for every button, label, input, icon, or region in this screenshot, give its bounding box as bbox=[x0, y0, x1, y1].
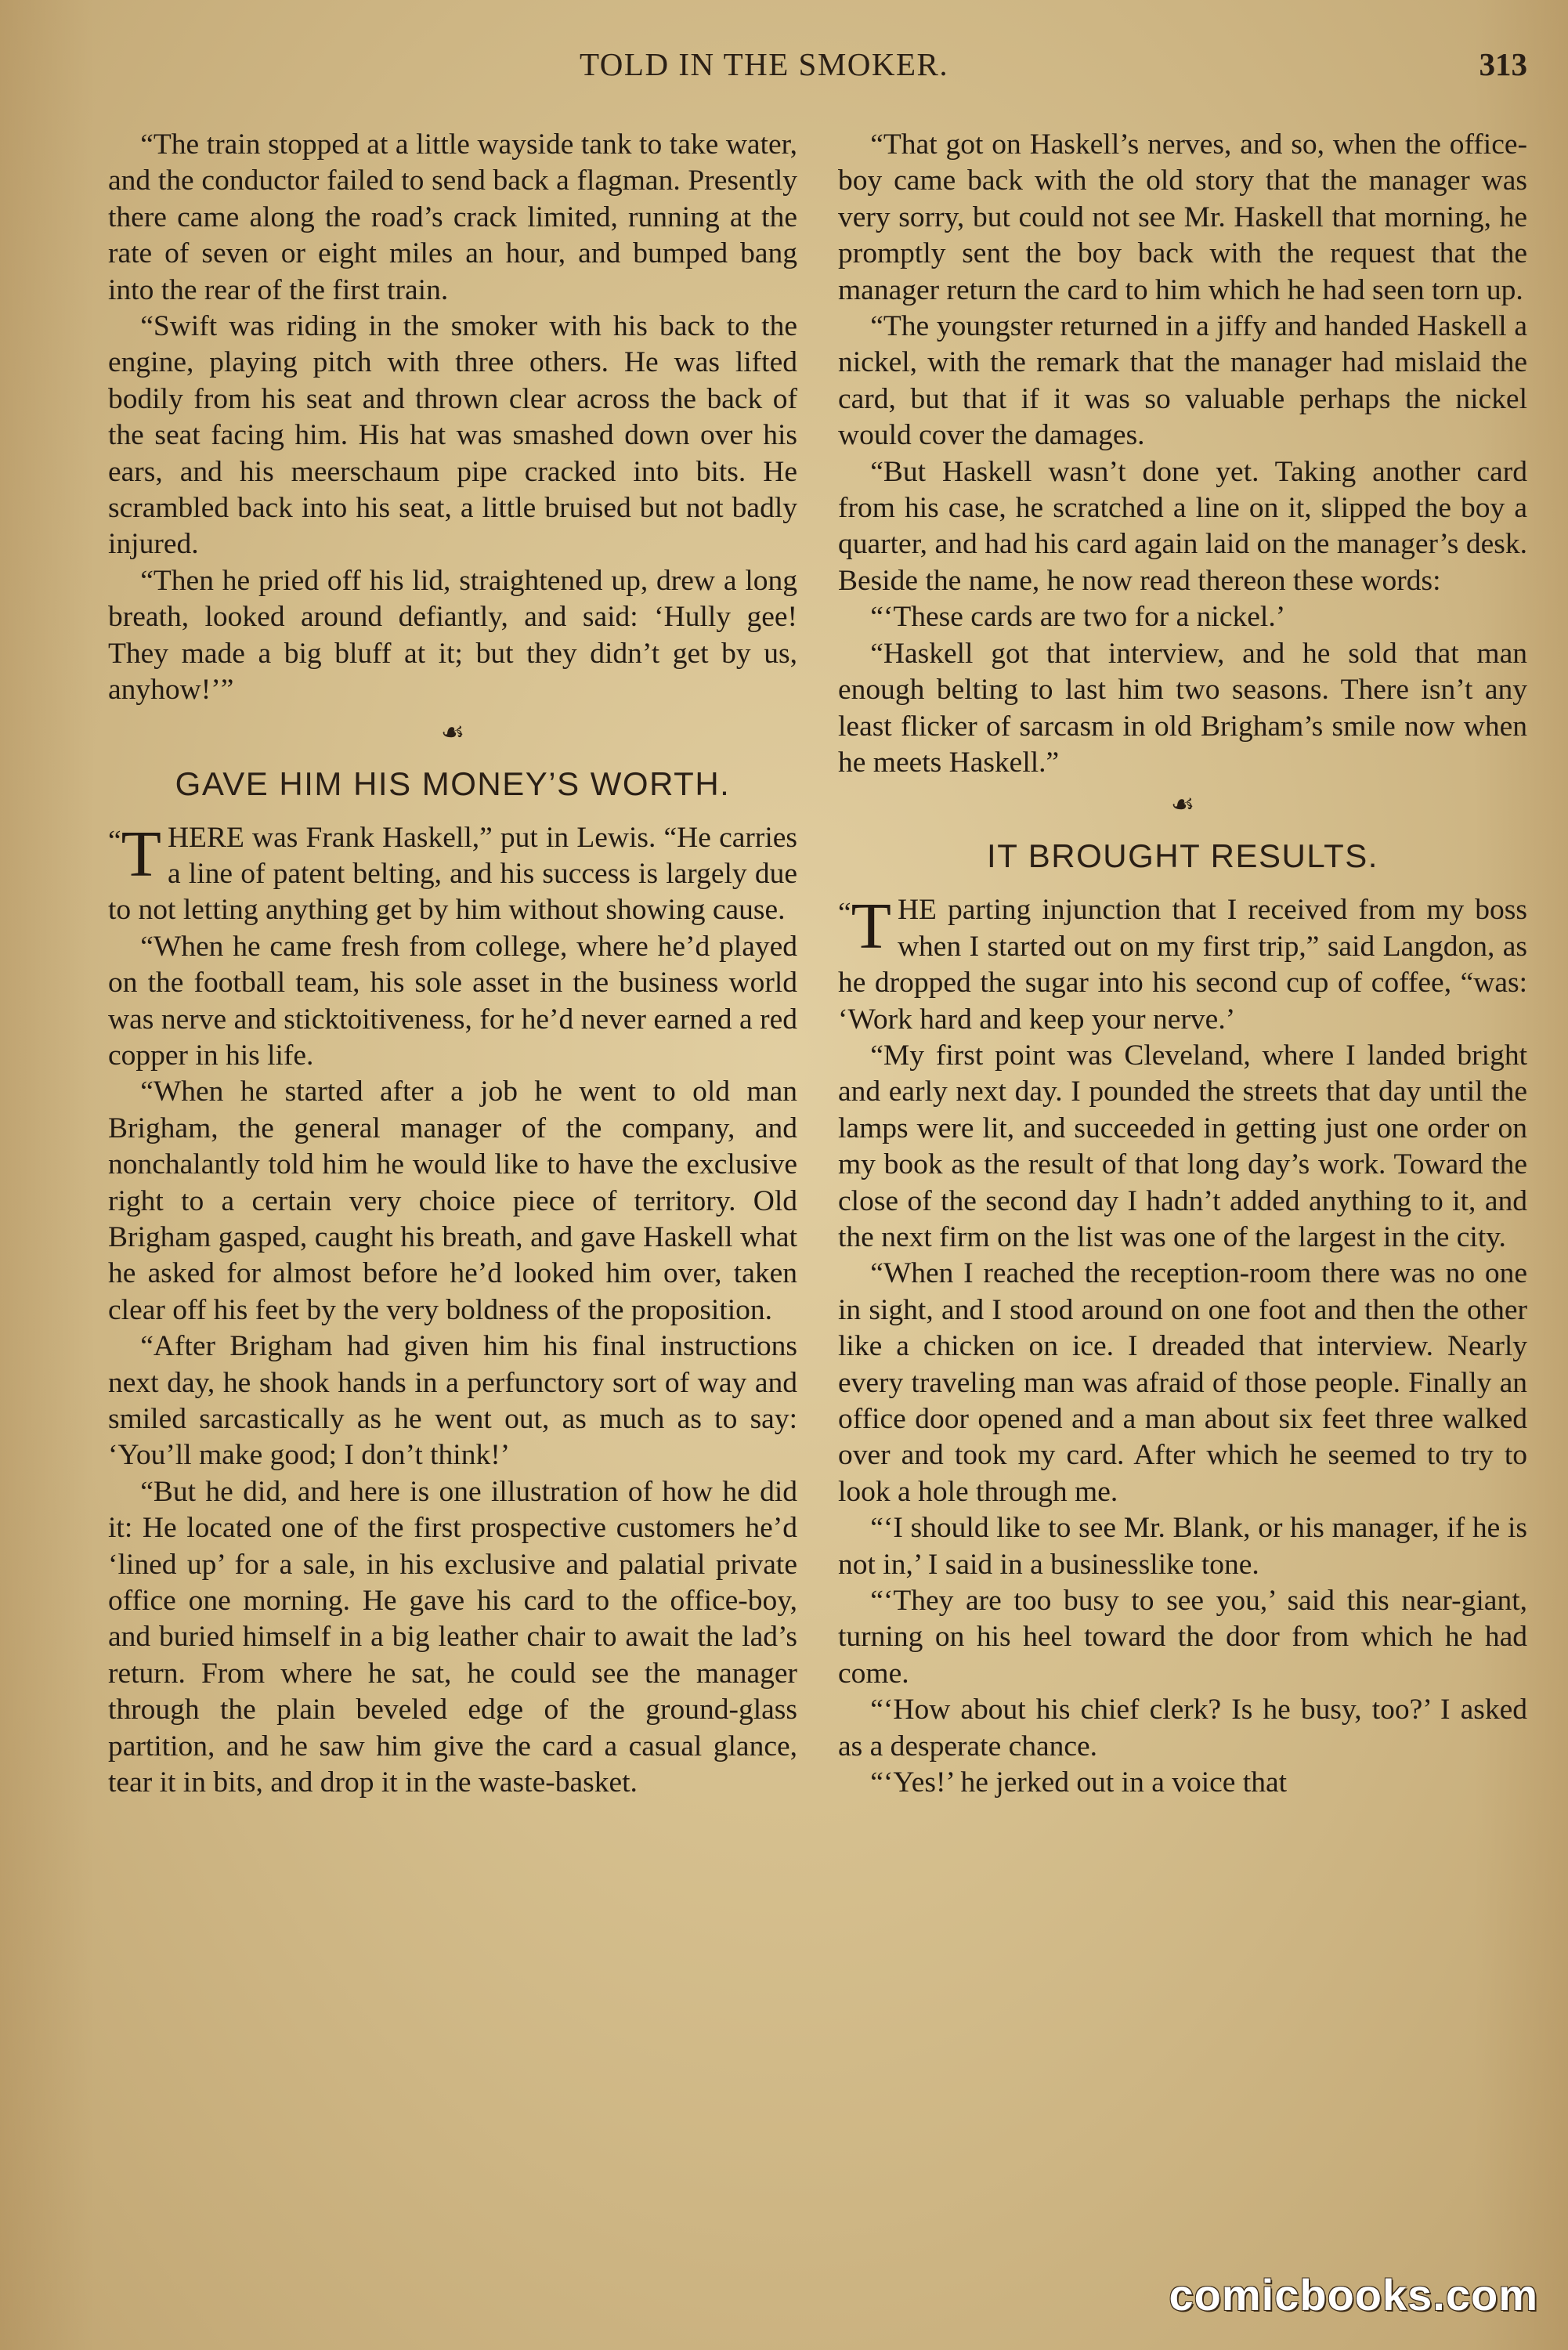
paragraph: “‘They are too busy to see you,’ said this near-giant, turning on his heel toward the door from which he had come. bbox=[838, 1585, 1527, 1690]
paragraph: “After Brigham had given him his final instructions next day, he shook hands in a perfunctory sort of way and smiled sarcastically as he went out, as much as to say: ‘You’ll make good; I don’t think!’ bbox=[108, 1330, 797, 1472]
paragraph: “When he came fresh from college, where he’d played on the football team, his sole asset in the business world was nerve and sticktoitiveness, for he’d never earned a red copper in his life. bbox=[108, 930, 797, 1072]
paragraph: “The youngster returned in a jiffy and handed Haskell a nickel, with the remark that the manager had mislaid the card, but that if it was so valuable perhaps the nickel would cover the damages. bbox=[838, 310, 1527, 452]
lead-paragraph bbox=[108, 817, 797, 929]
paragraph: “The train stopped at a little wayside tank to take water, and the conductor failed to send back a flagman. Presently there came along the road’s crack limited, running at the rate of seven or eight miles an hour, and bumped bang into the rear of the first train. bbox=[108, 128, 797, 306]
paragraph: “When I reached the reception-room there was no one in sight, and I stood around on one foot and then the other like a chicken on ice. I dreaded that interview. Nearly every traveling man was afraid of those people. Finally an office door opened and a man about six feet three walked over and took my card. After which he seemed to try to look a hole through me. bbox=[838, 1257, 1527, 1508]
paragraph: “When he started after a job he went to old man Brigham, the general manager of the company, and nonchalantly told him he would like to have the exclusive right to a certain very choice piece of territory. Old Brigham gasped, caught his breath, and gave Haskell what he asked for almost before he’d looked him over, taken clear off his feet by the very boldness of the proposition. bbox=[108, 1076, 797, 1326]
paragraph: “That got on Haskell’s nerves, and so, when the office-boy came back with the old story that the manager was very sorry, but could not see Mr. Haskell that morning, he promptly sent the boy back with the request that the manager return the card to him which he had seen torn up. bbox=[838, 128, 1527, 306]
paragraph: “Haskell got that interview, and he sold that man enough belting to last him two seasons. There isn’t any least flicker of sarcasm in old Brigham’s smile now when he meets Haskell.” bbox=[838, 637, 1527, 779]
lead-paragraph bbox=[838, 892, 1527, 1038]
section-ornament: ☙ bbox=[1170, 790, 1195, 820]
left-column bbox=[108, 127, 797, 1801]
story-title: IT BROUGHT RESULTS. bbox=[987, 837, 1378, 875]
right-column bbox=[838, 127, 1527, 1801]
paragraph: “‘These cards are two for a nickel.’ bbox=[870, 601, 1286, 634]
paragraph: “My first point was Cleveland, where I landed bright and early next day. I pounded the streets that day until the lamps were lit, and succeeded in getting just one order on my book as the result of that long day’s work. Toward the close of the second day I hadn’t added anything to it, and the next firm on the list was one of the largest in the city. bbox=[838, 1039, 1527, 1253]
drop-cap: T bbox=[851, 890, 891, 964]
lead-open-quote: “ bbox=[108, 824, 121, 857]
lead-open-quote: “ bbox=[838, 897, 851, 930]
paragraph: “‘How about his chief clerk? Is he busy, too?’ I asked as a desperate chance. bbox=[838, 1694, 1527, 1762]
drop-cap: T bbox=[121, 817, 161, 891]
page-number: 313 bbox=[1479, 46, 1527, 82]
lead-text: HE parting injunction that I received from my boss when I started out on my first trip,” said Langdon, as he dropped the sugar into his second cup of coffee, “was: ‘Work hard and keep your nerve.’ bbox=[838, 894, 1527, 1036]
paragraph: “‘Yes!’ he jerked out in a voice that bbox=[870, 1766, 1288, 1799]
lead-text: HERE was Frank Haskell,” put in Lewis. “He carries a line of patent belting, and his success is largely due to not letting anything get by him without showing cause. bbox=[108, 821, 797, 927]
paragraph: “Swift was riding in the smoker with his back to the engine, playing pitch with three others. He was lifted bodily from his seat and thrown clear across the back of the seat facing him. His hat was smashed down over his ears, and his meerschaum pipe cracked into bits. He scrambled back into his seat, a little bruised but not badly injured. bbox=[108, 310, 797, 561]
watermark: comicbooks.com bbox=[1169, 2270, 1538, 2319]
section-ornament: ☙ bbox=[440, 718, 465, 747]
running-head: TOLD IN THE SMOKER. bbox=[580, 46, 949, 82]
paragraph: “Then he pried off his lid, straightened up, drew a long breath, looked around defiantly, and said: ‘Hully gee! They made a big bluff at it; but they didn’t get by us, anyhow!’” bbox=[108, 564, 797, 707]
paragraph: “But Haskell wasn’t done yet. Taking another card from his case, he scratched a line on it, slipped the boy a quarter, and had his card again laid on the manager’s desk. Beside the name, he now read thereon these words: bbox=[838, 455, 1527, 597]
paragraph: “‘I should like to see Mr. Blank, or his manager, if he is not in,’ I said in a businesslike tone. bbox=[838, 1512, 1527, 1581]
paragraph: “But he did, and here is one illustration of how he did it: He located one of the first prospective customers he’d ‘lined up’ for a sale, in his exclusive and palatial private office one morning. He gave his card to the office-boy, and buried himself in a big leather chair to await the lad’s return. From where he sat, he could see the manager through the plain beveled edge of the ground-glass partition, and he saw him give the card a casual glance, tear it in bits, and drop it in the waste-basket. bbox=[108, 1475, 797, 1799]
story-title: GAVE HIM HIS MONEY’S WORTH. bbox=[175, 765, 731, 802]
